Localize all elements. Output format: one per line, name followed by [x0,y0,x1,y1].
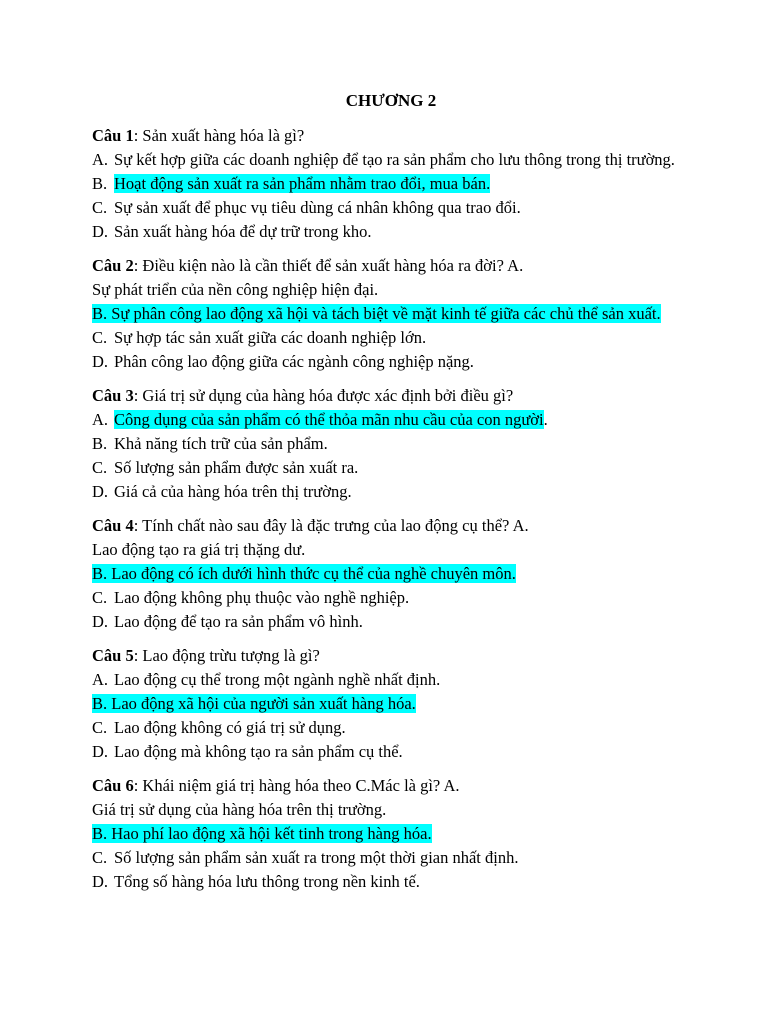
option-d [92,220,682,244]
option-text: Số lượng sản phẩm sản xuất ra trong một thời gian nhất định. [114,848,519,867]
question-prompt: : Lao động trừu tượng là gì? [133,646,320,665]
option-b-correct [92,302,682,326]
highlighted-answer: B. Lao động xã hội của người sản xuất hàng hóa. [92,694,416,713]
option-d [92,350,682,374]
option-letter: C. [92,328,108,347]
highlighted-answer: B. Hao phí lao động xã hội kết tinh trong hàng hóa. [92,824,432,843]
question-text [92,514,682,538]
option-b-correct [92,562,682,586]
option-b-correct [92,692,682,716]
question-label: Câu 1 [92,126,134,145]
highlighted-answer: Công dụng của sản phẩm có thể thỏa mãn nhu cầu của con người [114,410,544,429]
question-5 [92,644,682,764]
option-letter: C. [92,198,108,217]
option-c [92,326,682,350]
option-text: Lao động không có giá trị sử dụng. [114,718,346,737]
option-text: Tổng số hàng hóa lưu thông trong nền kinh tế. [114,872,420,891]
option-a-text: Lao động tạo ra giá trị thặng dư. [92,540,306,559]
option-b [92,432,682,456]
question-prompt: : Điều kiện nào là cần thiết để sản xuất hàng hóa ra đời? A. [133,256,524,275]
option-b-correct [92,822,682,846]
question-label: Câu 6 [92,776,134,795]
option-text: Lao động cụ thể trong một ngành nghề nhất định. [114,670,441,689]
chapter-title: CHƯƠNG 2 [345,91,437,110]
option-letter: A. [92,150,109,169]
highlighted-answer: B. Sự phân công lao động xã hội và tách biệt về mặt kinh tế giữa các chủ thể sản xuất. [92,304,661,323]
question-label: Câu 2 [92,256,134,275]
option-text: Sự kết hợp giữa các doanh nghiệp để tạo ra sản phẩm cho lưu thông trong thị trường. [114,150,675,169]
option-letter: C. [92,588,108,607]
question-prompt: : Giá trị sử dụng của hàng hóa được xác định bởi điều gì? [133,386,514,405]
question-text [92,774,682,798]
option-c [92,586,682,610]
question-text [92,644,682,668]
question-text [92,254,682,278]
option-d [92,870,682,894]
option-text: Sự hợp tác sản xuất giữa các doanh nghiệp lớn. [114,328,427,347]
option-c [92,196,682,220]
option-letter: B. [92,434,108,453]
highlighted-answer: Hoạt động sản xuất ra sản phẩm nhằm trao đổi, mua bán. [114,174,491,193]
option-a [92,668,682,692]
option-c [92,716,682,740]
option-text: Giá cả của hàng hóa trên thị trường. [114,482,352,501]
option-d [92,740,682,764]
option-text: Khả năng tích trữ của sản phẩm. [114,434,328,453]
option-text: Lao động mà không tạo ra sản phẩm cụ thể. [114,742,403,761]
question-prompt: : Sản xuất hàng hóa là gì? [133,126,305,145]
question-prompt: : Khái niệm giá trị hàng hóa theo C.Mác là gì? A. [133,776,460,795]
option-a [92,148,682,172]
question-label: Câu 4 [92,516,134,535]
question-prompt: : Tính chất nào sau đây là đặc trưng của lao động cụ thể? A. [133,516,529,535]
option-text: Lao động không phụ thuộc vào nghề nghiệp. [114,588,410,607]
question-text [92,124,682,148]
option-c [92,846,682,870]
option-letter: D. [92,482,109,501]
question-3 [92,384,682,504]
option-letter: D. [92,352,109,371]
option-letter: D. [92,872,109,891]
document-page [92,90,682,904]
question-label: Câu 5 [92,646,134,665]
option-text: Phân công lao động giữa các ngành công nghiệp nặng. [114,352,474,371]
option-letter: A. [92,670,109,689]
option-text: Sự sản xuất để phục vụ tiêu dùng cá nhân không qua trao đổi. [114,198,521,217]
option-letter: C. [92,848,108,867]
option-letter: A. [92,410,109,429]
option-letter: B. [92,174,108,193]
question-6 [92,774,682,894]
option-b-correct [92,172,682,196]
option-d [92,610,682,634]
option-a-text: Sự phát triển của nền công nghiệp hiện đại. [92,280,379,299]
option-letter: D. [92,222,109,241]
question-text [92,384,682,408]
option-tail: . [543,410,548,429]
option-d [92,480,682,504]
question-2 [92,254,682,374]
highlighted-answer: B. Lao động có ích dưới hình thức cụ thể của nghề chuyên môn. [92,564,516,583]
option-letter: D. [92,742,109,761]
option-letter: C. [92,458,108,477]
question-1 [92,124,682,244]
option-letter: D. [92,612,109,631]
option-text: Số lượng sản phẩm được sản xuất ra. [114,458,359,477]
option-c [92,456,682,480]
option-letter: C. [92,718,108,737]
option-a-text: Giá trị sử dụng của hàng hóa trên thị trường. [92,800,387,819]
option-text: Lao động để tạo ra sản phẩm vô hình. [114,612,363,631]
question-4 [92,514,682,634]
option-a-correct [92,408,682,432]
option-text: Sản xuất hàng hóa để dự trữ trong kho. [114,222,372,241]
question-label: Câu 3 [92,386,134,405]
